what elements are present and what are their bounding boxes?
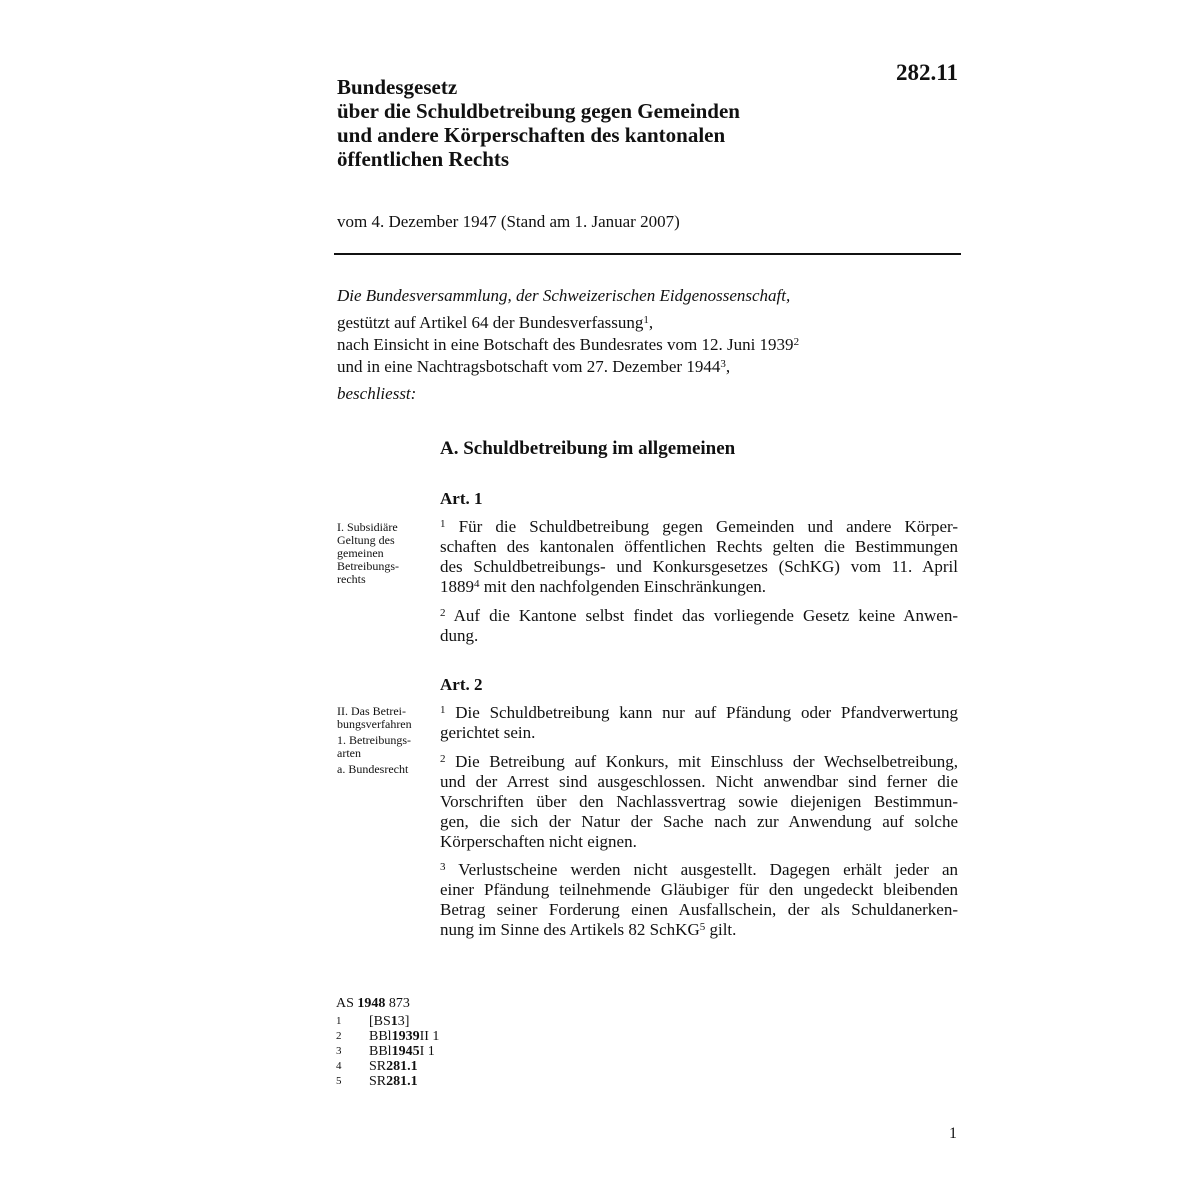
- article-2-title: Art. 2: [440, 675, 483, 694]
- paragraph-number: 1: [440, 518, 446, 530]
- footnote-ref[interactable]: 4: [474, 578, 480, 590]
- preamble: [337, 285, 799, 405]
- fn-text: SR: [369, 1059, 387, 1074]
- footnote-ref[interactable]: 2: [793, 336, 800, 348]
- fn-text: BBl: [369, 1029, 392, 1044]
- margin-note-line: 1. Betreibungs-: [337, 733, 411, 747]
- footnote-ref[interactable]: 5: [699, 921, 706, 933]
- title-line: und andere Körperschaften des kantonalen: [337, 123, 726, 147]
- line-text: 1889: [440, 577, 474, 596]
- article-2-paragraph-1: [440, 703, 958, 743]
- preamble-punct: ,: [648, 313, 654, 332]
- margin-note-line: I. Subsidiäre: [337, 520, 398, 534]
- footnote-item: [336, 1029, 439, 1044]
- footnote-item: [336, 1059, 439, 1074]
- fn-bold: 1: [390, 1014, 398, 1029]
- footnote-ref[interactable]: 1: [643, 314, 649, 326]
- fn-text: [BS: [369, 1014, 391, 1029]
- footnote-item: [336, 1044, 439, 1059]
- article-1-title: Art. 1: [440, 489, 483, 508]
- article-2-paragraph-3: [440, 860, 958, 940]
- footnote-ref[interactable]: 3: [720, 358, 726, 370]
- preamble-basis-line: [337, 312, 799, 334]
- paragraph-line: schaften des kantonalen öffentlichen Rechts gelten die Bestimmungen: [440, 537, 958, 556]
- line-text: gilt.: [705, 920, 737, 939]
- margin-note-line: gemeinen: [337, 546, 384, 560]
- fn-bold: 1945: [391, 1044, 420, 1059]
- date-status-line: vom 4. Dezember 1947 (Stand am 1. Januar 2007): [337, 212, 680, 231]
- margin-note-line: rechts: [337, 572, 366, 586]
- margin-note-line: bungsverfahren: [337, 717, 412, 731]
- fn-text: BBl: [369, 1044, 392, 1059]
- header-divider: [334, 253, 961, 255]
- line-text: Die Schuldbetreibung kann nur auf Pfändung oder Pfandverwertung: [455, 703, 959, 722]
- paragraph-line: des Schuldbetreibungs- und Konkursgesetzes (SchKG) vom 11. April: [440, 557, 958, 576]
- paragraph-line: [440, 860, 958, 880]
- line-text: Auf die Kantone selbst findet das vorliegende Gesetz keine Anwen-: [453, 606, 958, 625]
- fn-bold: 1939: [391, 1029, 420, 1044]
- paragraph-line: [440, 577, 958, 597]
- fn-text: SR: [369, 1074, 387, 1089]
- section-heading: A. Schuldbetreibung im allgemeinen: [440, 438, 736, 459]
- paragraph-line: einer Pfändung teilnehmende Gläubiger für den ungedeckt bleibenden: [440, 880, 958, 899]
- footnote-number: 3: [336, 1045, 342, 1057]
- fn-text: II 1: [419, 1029, 440, 1044]
- fn-text: 3]: [397, 1014, 410, 1029]
- paragraph-number: 3: [440, 861, 446, 873]
- official-collection-ref: [336, 996, 439, 1011]
- preamble-text: gestützt auf Artikel 64 der Bundesverfassung: [337, 313, 644, 332]
- article-1-paragraph-2: [440, 606, 958, 646]
- fn-year: 1948: [357, 996, 386, 1011]
- preamble-supplement-line: [337, 356, 799, 378]
- preamble-punct: ,: [725, 357, 731, 376]
- paragraph-line: [440, 606, 958, 626]
- fn-bold: 281.1: [386, 1059, 418, 1074]
- paragraph-line: gerichtet sein.: [440, 723, 536, 742]
- paragraph-line: dung.: [440, 626, 479, 645]
- paragraph-number: 2: [440, 753, 446, 765]
- footnote-item: [336, 1014, 439, 1029]
- line-text: Verlustscheine werden nicht ausgestellt. Dagegen erhält jeder an: [458, 860, 958, 879]
- fn-text: I 1: [419, 1044, 435, 1059]
- preamble-closing: beschliesst:: [337, 384, 417, 403]
- paragraph-line: Betrag seiner Forderung einen Ausfallschein, der als Schuldanerken-: [440, 900, 958, 919]
- footnote-item: [336, 1074, 439, 1089]
- paragraph-line: Körperschaften nicht eignen.: [440, 832, 637, 851]
- fn-text: 873: [385, 996, 410, 1011]
- document-number: 282.11: [896, 60, 958, 85]
- title-line: über die Schuldbetreibung gegen Gemeinden: [337, 99, 740, 123]
- title-line: Bundesgesetz: [337, 75, 458, 99]
- fn-bold: 281.1: [386, 1074, 418, 1089]
- footnotes: [336, 996, 439, 1089]
- article-2-margin-note: [337, 705, 419, 776]
- preamble-text: nach Einsicht in eine Botschaft des Bundesrates vom 12. Juni 1939: [337, 335, 794, 354]
- article-2-paragraph-2: [440, 752, 958, 852]
- margin-note-line: Geltung des: [337, 533, 395, 547]
- article-1-margin-note: [337, 521, 419, 586]
- footnote-number: 4: [336, 1060, 342, 1072]
- preamble-intro: Die Bundesversammlung, der Schweizerischen Eidgenossenschaft,: [337, 286, 791, 305]
- footnote-number: 5: [336, 1075, 342, 1087]
- paragraph-line: und der Arrest sind ausgeschlossen. Nicht anwendbar sind ferner die: [440, 772, 958, 791]
- preamble-text: und in eine Nachtragsbotschaft vom 27. Dezember 1944: [337, 357, 721, 376]
- paragraph-line: [440, 517, 958, 537]
- margin-note-line: a. Bundesrecht: [337, 762, 409, 776]
- paragraph-line: gen, die sich der Natur der Sache nach zur Anwendung auf solche: [440, 812, 958, 831]
- fn-text: AS: [336, 996, 358, 1011]
- paragraph-line: [440, 703, 958, 723]
- line-text: Für die Schuldbetreibung gegen Gemeinden und andere Körper-: [458, 517, 958, 536]
- paragraph-number: 2: [440, 607, 446, 619]
- line-text: mit den nachfolgenden Einschränkungen.: [479, 577, 767, 596]
- margin-note-line: arten: [337, 746, 361, 760]
- paragraph-number: 1: [440, 704, 446, 716]
- page-number: 1: [949, 1125, 957, 1142]
- paragraph-line: [440, 920, 958, 940]
- title-line: öffentlichen Rechts: [337, 147, 510, 171]
- margin-note-line: Betreibungs-: [337, 559, 399, 573]
- footnote-number: 1: [336, 1015, 342, 1027]
- line-text: nung im Sinne des Artikels 82 SchKG: [440, 920, 700, 939]
- paragraph-line: [440, 752, 958, 772]
- line-text: Die Betreibung auf Konkurs, mit Einschluss der Wechselbetreibung,: [455, 752, 958, 771]
- paragraph-line: Vorschriften über den Nachlassvertrag sowie diejenigen Bestimmun-: [440, 792, 958, 811]
- law-title: [337, 75, 857, 171]
- footnote-number: 2: [336, 1030, 342, 1042]
- preamble-message-line: [337, 334, 799, 356]
- margin-note-line: II. Das Betrei-: [337, 704, 406, 718]
- article-1-paragraph-1: [440, 517, 958, 597]
